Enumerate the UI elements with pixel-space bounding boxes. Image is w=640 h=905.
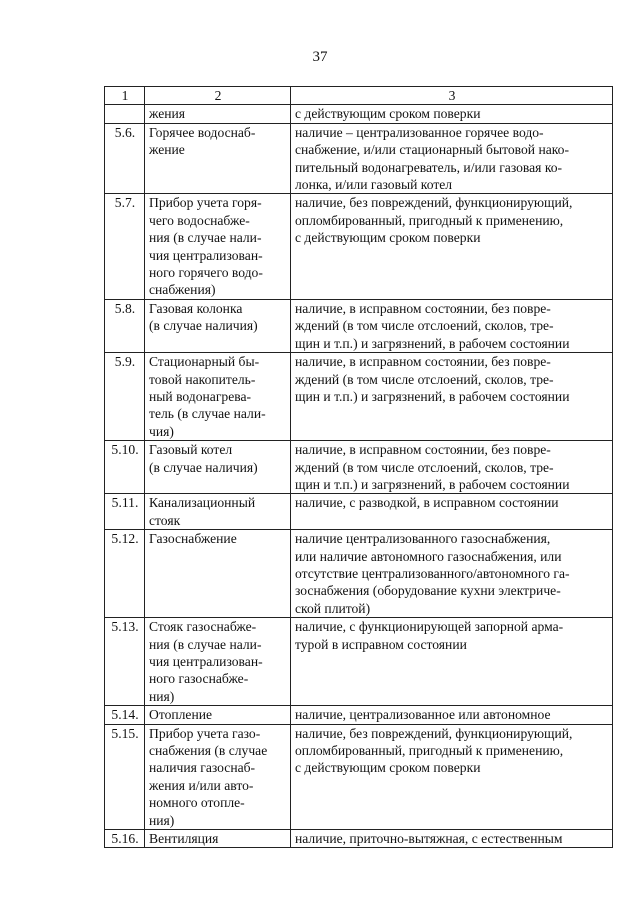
table-row <box>105 618 613 706</box>
item-requirement: наличие, с разводкой, в исправном состоянии <box>291 494 613 530</box>
item-name: Прибор учета горя- чего водоснабже- ния (в случае нали- чия централизован- ного горячего водо- снабжения) <box>145 194 291 299</box>
column-header-1: 1 <box>105 87 145 105</box>
item-requirement: наличие, без повреждений, функционирующий, опломбированный, пригодный к применению, с действующим сроком поверки <box>291 724 613 829</box>
table-row <box>105 123 613 194</box>
item-requirement: наличие, в исправном состоянии, без повре- ждений (в том числе отслоений, сколов, тре- щин и т.п.) и загрязнений, в рабочем состоянии <box>291 441 613 494</box>
table-row <box>105 830 613 848</box>
item-number <box>105 105 145 123</box>
item-requirement: наличие – централизованное горячее водо- снабжение, и/или стационарный бытовой нако- пительный водонагреватель, и/или газовая ко- лонка, и/или газовый котел <box>291 123 613 194</box>
item-number: 5.15. <box>105 724 145 829</box>
item-name: Горячее водоснаб- жение <box>145 123 291 194</box>
item-requirement: наличие, централизованное или автономное <box>291 706 613 724</box>
item-name: Стояк газоснабже- ния (в случае нали- чия централизован- ного газоснабже- ния) <box>145 618 291 706</box>
item-number: 5.16. <box>105 830 145 848</box>
column-header-3: 3 <box>291 87 613 105</box>
item-name: Газоснабжение <box>145 530 291 618</box>
table-row <box>105 530 613 618</box>
table-row <box>105 441 613 494</box>
item-requirement: наличие, приточно-вытяжная, с естественным <box>291 830 613 848</box>
item-number: 5.14. <box>105 706 145 724</box>
item-number: 5.9. <box>105 353 145 441</box>
table-row <box>105 105 613 123</box>
item-name: Канализационный стояк <box>145 494 291 530</box>
column-header-2: 2 <box>145 87 291 105</box>
table-row <box>105 194 613 299</box>
table-header-row <box>105 87 613 105</box>
item-requirement: наличие, в исправном состоянии, без повре- ждений (в том числе отслоений, сколов, тре- щин и т.п.) и загрязнений, в рабочем состоянии <box>291 299 613 352</box>
page-number: 37 <box>312 49 328 65</box>
item-name: Газовая колонка (в случае наличия) <box>145 299 291 352</box>
requirements-table <box>104 86 613 848</box>
item-requirement: наличие централизованного газоснабжения, или наличие автономного газоснабжения, или отсутствие централизованного/автономного га- зоснабжения (оборудование кухни электриче- ской плитой) <box>291 530 613 618</box>
item-requirement: наличие, в исправном состоянии, без повре- ждений (в том числе отслоений, сколов, тре- щин и т.п.) и загрязнений, в рабочем состоянии <box>291 353 613 441</box>
item-number: 5.10. <box>105 441 145 494</box>
item-name: Газовый котел (в случае наличия) <box>145 441 291 494</box>
table-row <box>105 706 613 724</box>
item-name: Вентиляция <box>145 830 291 848</box>
item-requirement: с действующим сроком поверки <box>291 105 613 123</box>
table-row <box>105 353 613 441</box>
item-number: 5.6. <box>105 123 145 194</box>
item-number: 5.8. <box>105 299 145 352</box>
item-requirement: наличие, с функционирующей запорной арма- турой в исправном состоянии <box>291 618 613 706</box>
item-name: Прибор учета газо- снабжения (в случае наличия газоснаб- жения и/или авто- номного отопле- ния) <box>145 724 291 829</box>
table-row <box>105 724 613 829</box>
table-row <box>105 494 613 530</box>
item-requirement: наличие, без повреждений, функционирующий, опломбированный, пригодный к применению, с действующим сроком поверки <box>291 194 613 299</box>
item-name: жения <box>145 105 291 123</box>
item-name: Отопление <box>145 706 291 724</box>
table-row <box>105 299 613 352</box>
item-number: 5.11. <box>105 494 145 530</box>
item-number: 5.7. <box>105 194 145 299</box>
item-number: 5.12. <box>105 530 145 618</box>
item-number: 5.13. <box>105 618 145 706</box>
item-name: Стационарный бы- товой накопитель- ный водонагрева- тель (в случае нали- чия) <box>145 353 291 441</box>
